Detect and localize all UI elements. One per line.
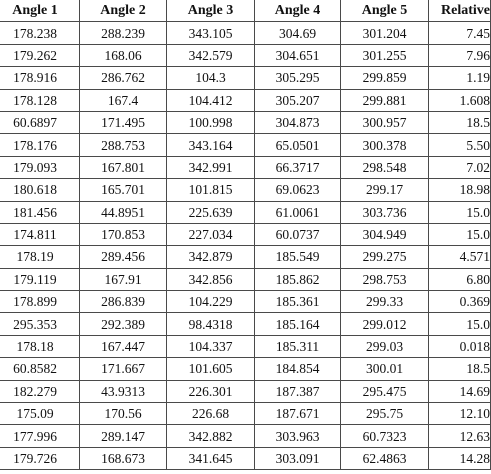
table-row — [0, 335, 491, 357]
angle-4-cell: 304.69 — [255, 22, 341, 44]
angle-5-cell: 62.4863 — [341, 447, 429, 469]
relative-cell: 5.50 — [429, 134, 491, 156]
table-row — [0, 201, 491, 223]
angle-1-cell: 179.093 — [0, 156, 80, 178]
angle-1-cell: 174.811 — [0, 223, 80, 245]
angle-1-cell: 178.899 — [0, 291, 80, 313]
angle-5-cell: 299.17 — [341, 179, 429, 201]
relative-cell: 15.0 — [429, 201, 491, 223]
header-angle-4: Angle 4 — [255, 0, 341, 22]
table-row — [0, 447, 491, 469]
angle-3-cell: 343.105 — [167, 22, 255, 44]
angle-1-cell: 181.456 — [0, 201, 80, 223]
angle-2-cell: 43.9313 — [80, 380, 167, 402]
angle-5-cell: 300.378 — [341, 134, 429, 156]
angle-3-cell: 101.815 — [167, 179, 255, 201]
relative-cell: 0.369 — [429, 291, 491, 313]
angle-1-cell: 179.262 — [0, 44, 80, 66]
angle-3-cell: 98.4318 — [167, 313, 255, 335]
angle-2-cell: 170.56 — [80, 403, 167, 425]
angle-4-cell: 185.361 — [255, 291, 341, 313]
relative-cell: 7.02 — [429, 156, 491, 178]
angle-1-cell: 177.996 — [0, 425, 80, 447]
angle-5-cell: 295.75 — [341, 403, 429, 425]
angle-5-cell: 304.949 — [341, 223, 429, 245]
angle-1-cell: 60.8582 — [0, 358, 80, 380]
angle-2-cell: 165.701 — [80, 179, 167, 201]
angle-3-cell: 101.605 — [167, 358, 255, 380]
angle-2-cell: 171.667 — [80, 358, 167, 380]
angle-5-cell: 299.33 — [341, 291, 429, 313]
angle-2-cell: 167.4 — [80, 89, 167, 111]
angle-3-cell: 342.579 — [167, 44, 255, 66]
angle-4-cell: 303.963 — [255, 425, 341, 447]
header-angle-3: Angle 3 — [167, 0, 255, 22]
angle-4-cell: 185.862 — [255, 268, 341, 290]
angle-3-cell: 227.034 — [167, 223, 255, 245]
angle-3-cell: 104.229 — [167, 291, 255, 313]
angle-5-cell: 298.548 — [341, 156, 429, 178]
angle-5-cell: 301.255 — [341, 44, 429, 66]
angle-4-cell: 60.0737 — [255, 223, 341, 245]
angle-4-cell: 185.164 — [255, 313, 341, 335]
angle-1-cell: 178.128 — [0, 89, 80, 111]
header-angle-5: Angle 5 — [341, 0, 429, 22]
angle-4-cell: 61.0061 — [255, 201, 341, 223]
angle-3-cell: 341.645 — [167, 447, 255, 469]
angle-2-cell: 289.147 — [80, 425, 167, 447]
angle-5-cell: 299.012 — [341, 313, 429, 335]
angle-4-cell: 187.671 — [255, 403, 341, 425]
angle-5-cell: 299.859 — [341, 67, 429, 89]
header-angle-1: Angle 1 — [0, 0, 80, 22]
table-row — [0, 313, 491, 335]
angle-3-cell: 342.991 — [167, 156, 255, 178]
table-row — [0, 179, 491, 201]
relative-cell: 15.0 — [429, 313, 491, 335]
angle-2-cell: 168.06 — [80, 44, 167, 66]
header-row — [0, 0, 491, 22]
angle-5-cell: 299.275 — [341, 246, 429, 268]
table-row — [0, 380, 491, 402]
header-relative: Relative — [429, 0, 491, 22]
angle-1-cell: 175.09 — [0, 403, 80, 425]
relative-cell: 18.5 — [429, 111, 491, 133]
angle-3-cell: 104.337 — [167, 335, 255, 357]
relative-cell: 12.10 — [429, 403, 491, 425]
relative-cell: 6.80 — [429, 268, 491, 290]
angle-1-cell: 180.618 — [0, 179, 80, 201]
angle-2-cell: 44.8951 — [80, 201, 167, 223]
angle-1-cell: 179.726 — [0, 447, 80, 469]
angle-4-cell: 66.3717 — [255, 156, 341, 178]
angle-3-cell: 226.68 — [167, 403, 255, 425]
table-row — [0, 358, 491, 380]
angle-5-cell: 295.475 — [341, 380, 429, 402]
table-row — [0, 268, 491, 290]
angle-5-cell: 300.957 — [341, 111, 429, 133]
angle-3-cell: 104.3 — [167, 67, 255, 89]
angle-4-cell: 305.295 — [255, 67, 341, 89]
angle-2-cell: 292.389 — [80, 313, 167, 335]
angle-3-cell: 104.412 — [167, 89, 255, 111]
relative-cell: 18.98 — [429, 179, 491, 201]
angle-1-cell: 179.119 — [0, 268, 80, 290]
angle-4-cell: 303.091 — [255, 447, 341, 469]
angle-3-cell: 342.879 — [167, 246, 255, 268]
relative-cell: 4.571 — [429, 246, 491, 268]
angle-3-cell: 100.998 — [167, 111, 255, 133]
angle-3-cell: 342.882 — [167, 425, 255, 447]
table-row — [0, 403, 491, 425]
table-row — [0, 89, 491, 111]
relative-cell: 1.19 — [429, 67, 491, 89]
table-row — [0, 22, 491, 44]
relative-cell: 0.018 — [429, 335, 491, 357]
table-body — [0, 22, 491, 470]
angle-4-cell: 304.873 — [255, 111, 341, 133]
angle-5-cell: 298.753 — [341, 268, 429, 290]
relative-cell: 18.5 — [429, 358, 491, 380]
relative-cell: 15.0 — [429, 223, 491, 245]
angle-5-cell: 299.03 — [341, 335, 429, 357]
angle-2-cell: 167.801 — [80, 156, 167, 178]
angle-2-cell: 167.447 — [80, 335, 167, 357]
relative-cell: 7.45 — [429, 22, 491, 44]
angle-4-cell: 304.651 — [255, 44, 341, 66]
angle-1-cell: 178.19 — [0, 246, 80, 268]
angle-2-cell: 170.853 — [80, 223, 167, 245]
table-row — [0, 156, 491, 178]
relative-cell: 1.608 — [429, 89, 491, 111]
angle-1-cell: 178.176 — [0, 134, 80, 156]
table-row — [0, 291, 491, 313]
relative-cell: 12.63 — [429, 425, 491, 447]
angle-3-cell: 342.856 — [167, 268, 255, 290]
angle-5-cell: 301.204 — [341, 22, 429, 44]
angle-2-cell: 289.456 — [80, 246, 167, 268]
table-row — [0, 111, 491, 133]
angle-1-cell: 178.916 — [0, 67, 80, 89]
angle-4-cell: 305.207 — [255, 89, 341, 111]
angle-2-cell: 288.239 — [80, 22, 167, 44]
angle-3-cell: 343.164 — [167, 134, 255, 156]
angle-1-cell: 295.353 — [0, 313, 80, 335]
angle-3-cell: 226.301 — [167, 380, 255, 402]
angle-4-cell: 69.0623 — [255, 179, 341, 201]
angle-2-cell: 167.91 — [80, 268, 167, 290]
angle-3-cell: 225.639 — [167, 201, 255, 223]
relative-cell: 14.28 — [429, 447, 491, 469]
relative-cell: 14.69 — [429, 380, 491, 402]
angle-2-cell: 286.839 — [80, 291, 167, 313]
angle-1-cell: 178.238 — [0, 22, 80, 44]
angle-5-cell: 299.881 — [341, 89, 429, 111]
angle-5-cell: 300.01 — [341, 358, 429, 380]
angle-4-cell: 185.311 — [255, 335, 341, 357]
angle-1-cell: 182.279 — [0, 380, 80, 402]
angle-2-cell: 288.753 — [80, 134, 167, 156]
angle-5-cell: 303.736 — [341, 201, 429, 223]
table-row — [0, 44, 491, 66]
table-header — [0, 0, 491, 22]
angle-1-cell: 60.6897 — [0, 111, 80, 133]
table-row — [0, 246, 491, 268]
angle-4-cell: 65.0501 — [255, 134, 341, 156]
angle-1-cell: 178.18 — [0, 335, 80, 357]
table-row — [0, 223, 491, 245]
angle-5-cell: 60.7323 — [341, 425, 429, 447]
table-row — [0, 134, 491, 156]
angle-4-cell: 187.387 — [255, 380, 341, 402]
angle-2-cell: 286.762 — [80, 67, 167, 89]
angle-4-cell: 185.549 — [255, 246, 341, 268]
angle-2-cell: 171.495 — [80, 111, 167, 133]
relative-cell: 7.96 — [429, 44, 491, 66]
header-angle-2: Angle 2 — [80, 0, 167, 22]
table-row — [0, 67, 491, 89]
table-row — [0, 425, 491, 447]
angle-2-cell: 168.673 — [80, 447, 167, 469]
angle-4-cell: 184.854 — [255, 358, 341, 380]
